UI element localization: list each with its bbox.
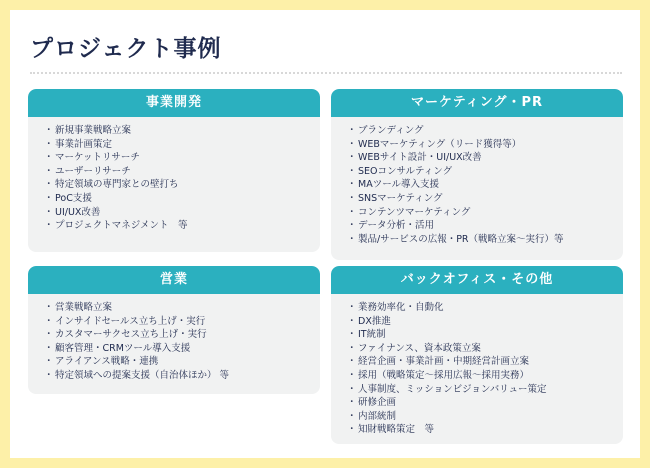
bullet-dot: ・ [347, 342, 357, 354]
content-panel [10, 10, 640, 458]
list-item [44, 301, 320, 315]
bullet-dot: ・ [347, 179, 357, 191]
list-item-text: WEBマーケティング（リード獲得等） [358, 138, 522, 150]
bullet-dot: ・ [347, 220, 357, 232]
list-item-text: 特定領域の専門家との壁打ち [55, 179, 179, 191]
bullet-dot: ・ [347, 356, 357, 368]
list-item [44, 315, 320, 329]
list-item [347, 342, 623, 356]
list-item [347, 178, 623, 192]
list-item [44, 206, 320, 220]
page-title: プロジェクト事例 [30, 36, 222, 62]
bullet-dot: ・ [44, 356, 54, 368]
bullet-dot: ・ [44, 342, 54, 354]
list-item-text: データ分析・活用 [358, 220, 435, 232]
list-item [347, 151, 623, 165]
bullet-dot: ・ [347, 329, 357, 341]
bullet-dot: ・ [44, 206, 54, 218]
list-item-text: 営業戦略立案 [55, 302, 113, 313]
list-item-text: PoC支援 [55, 192, 92, 204]
section-card-sales [28, 266, 320, 394]
list-item [347, 423, 623, 437]
list-item-text: 顧客管理・CRMツール導入支援 [55, 342, 191, 354]
list-item [347, 355, 623, 369]
list-item-text: 人事制度、ミッションビジョンバリュー策定 [358, 383, 547, 395]
list-item [347, 315, 623, 329]
bullet-dot: ・ [347, 152, 357, 164]
bullet-dot: ・ [44, 165, 54, 177]
bullet-dot: ・ [44, 138, 54, 150]
list-item-text: 採用（戦略策定〜採用広報〜採用実務） [358, 369, 530, 381]
bullet-dot: ・ [347, 302, 357, 313]
list-item-text: アライアンス戦略・連携 [55, 356, 159, 368]
list-item-text: 製品/サービスの広報・PR（戦略立案〜実行）等 [358, 233, 564, 245]
section-list [28, 294, 320, 383]
list-item [347, 219, 623, 233]
bullet-dot: ・ [347, 315, 357, 327]
list-item-text: SNSマーケティング [358, 192, 443, 204]
bullet-dot: ・ [44, 315, 54, 327]
list-item [44, 165, 320, 179]
section-card-back-office [331, 266, 623, 444]
list-item [347, 192, 623, 206]
section-list [28, 117, 320, 233]
list-item-text: マーケットリサーチ [55, 152, 140, 164]
list-item-text: SEOコンサルティング [358, 165, 453, 177]
list-item-text: WEBサイト設計・UI/UX改善 [358, 152, 482, 164]
list-item [347, 124, 623, 138]
list-item [44, 219, 320, 233]
bullet-dot: ・ [347, 165, 357, 177]
bullet-dot: ・ [347, 424, 357, 436]
list-item [44, 192, 320, 206]
bullet-dot: ・ [44, 220, 54, 232]
section-list [331, 294, 623, 437]
list-item [44, 355, 320, 369]
list-item [347, 138, 623, 152]
list-item [347, 328, 623, 342]
list-item-text: 知財戦略策定 等 [358, 424, 435, 436]
list-item [347, 206, 623, 220]
bullet-dot: ・ [347, 138, 357, 150]
section-heading: 営業 [28, 266, 320, 294]
list-item-text: 新規事業戦略立案 [55, 125, 132, 136]
section-card-business-development [28, 89, 320, 252]
bullet-dot: ・ [347, 125, 357, 136]
list-item-text: 経営企画・事業計画・中期経営計画立案 [358, 356, 530, 368]
list-item [347, 383, 623, 397]
list-item-text: インサイドセールス立ち上げ・実行 [55, 315, 206, 327]
list-item-text: プロジェクトマネジメント 等 [55, 220, 188, 232]
list-item-text: 業務効率化・自動化 [358, 302, 444, 313]
section-card-marketing-pr [331, 89, 623, 260]
bullet-dot: ・ [44, 152, 54, 164]
bullet-dot: ・ [347, 206, 357, 218]
list-item [347, 165, 623, 179]
list-item-text: 事業計画策定 [55, 138, 113, 150]
bullet-dot: ・ [44, 329, 54, 341]
section-heading: 事業開発 [28, 89, 320, 117]
bullet-dot: ・ [44, 369, 54, 381]
bullet-dot: ・ [44, 302, 54, 313]
list-item [44, 178, 320, 192]
list-item [44, 138, 320, 152]
bullet-dot: ・ [44, 125, 54, 136]
list-item [347, 369, 623, 383]
bullet-dot: ・ [347, 233, 357, 245]
list-item [347, 396, 623, 410]
list-item [44, 328, 320, 342]
bullet-dot: ・ [347, 369, 357, 381]
list-item-text: 特定領域への提案支援（自治体ほか） 等 [55, 369, 230, 381]
list-item-text: DX推進 [358, 315, 391, 327]
list-item [44, 151, 320, 165]
list-item-text: 研修企画 [358, 397, 397, 409]
list-item [347, 233, 623, 247]
list-item-text: ユーザーリサーチ [55, 165, 131, 177]
list-item-text: 内部統制 [358, 410, 397, 422]
bullet-dot: ・ [44, 192, 54, 204]
bullet-dot: ・ [347, 383, 357, 395]
bullet-dot: ・ [347, 397, 357, 409]
list-item [44, 369, 320, 383]
list-item [347, 301, 623, 315]
section-list [331, 117, 623, 246]
bullet-dot: ・ [347, 192, 357, 204]
list-item-text: UI/UX改善 [55, 206, 101, 218]
list-item-text: MAツール導入支援 [358, 179, 440, 191]
section-heading: マーケティング・PR [331, 89, 623, 117]
section-heading: バックオフィス・その他 [331, 266, 623, 294]
bullet-dot: ・ [44, 179, 54, 191]
bullet-dot: ・ [347, 410, 357, 422]
list-item-text: ブランディング [358, 125, 424, 136]
list-item-text: コンテンツマーケティング [358, 206, 471, 218]
list-item-text: カスタマーサクセス立ち上げ・実行 [55, 329, 207, 341]
title-divider [30, 72, 622, 74]
list-item [347, 410, 623, 424]
list-item-text: ファイナンス、資本政策立案 [358, 342, 481, 354]
list-item-text: IT統制 [358, 329, 386, 341]
list-item [44, 124, 320, 138]
list-item [44, 342, 320, 356]
